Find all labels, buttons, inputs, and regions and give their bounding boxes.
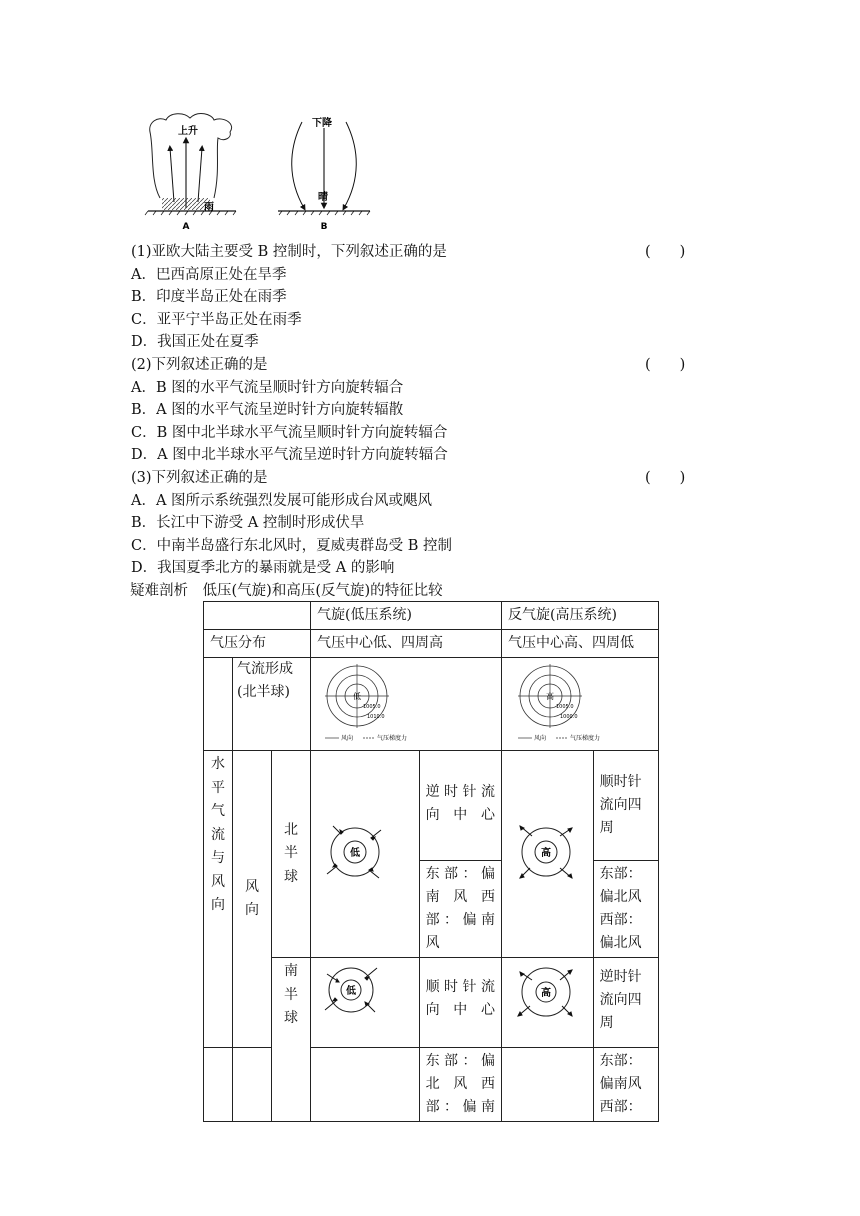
header-anticyclone: 反气旋(高压系统) [508, 607, 617, 623]
comparison-table [203, 601, 659, 1122]
legend-wind: 风向 [341, 735, 354, 742]
rise-label: 上升 [178, 126, 198, 137]
answer-blank: ( ) [645, 356, 686, 373]
pressure-label: 气压分布 [210, 635, 266, 651]
question-1 [131, 241, 711, 264]
svg-text:1005.0: 1005.0 [556, 704, 574, 710]
nh-cyclone-flow: 逆时针流向中心 [425, 784, 495, 823]
rain-label: 雨 [204, 202, 214, 213]
sh-cyclone-diagram [311, 958, 417, 1018]
legend-pgf: 气压梯度力 [377, 735, 408, 742]
nh-cyclone-wind: 东部：偏南风西部：偏南风 [425, 866, 495, 951]
low-label: 低 [350, 848, 360, 859]
question-stem: (2)下列叙述正确的是 [131, 356, 268, 373]
answer-blank: ( ) [645, 469, 686, 486]
sh-anticyclone-flow: 逆时针流向四周 [599, 969, 642, 1031]
option: B．A 图的水平气流呈逆时针方向旋转辐散 [131, 402, 404, 419]
horizontal-label: 水平气流与风向 [211, 756, 225, 913]
nh-anticyclone-wind: 东部：偏北风西部：偏北风 [599, 866, 642, 951]
figure-a-low-pressure [145, 114, 236, 232]
south-label: 南半球 [284, 963, 298, 1026]
option: B．印度半岛正处在雨季 [131, 289, 287, 306]
option: C．中南半岛盛行东北风时，夏威夷群岛受 B 控制 [131, 537, 452, 554]
nh-anticyclone-flow: 顺时针流向四周 [599, 774, 642, 836]
legend-pgf: 气压梯度力 [570, 735, 601, 742]
low-label: 低 [346, 986, 356, 997]
header-cyclone: 气旋(低压系统) [317, 607, 412, 623]
nh-anticyclone-diagram [502, 812, 590, 892]
option: D．我国正处在夏季 [131, 334, 259, 351]
anticyclone-isobar-diagram [502, 658, 658, 746]
sh-anticyclone-wind: 东部：偏南风西部： [599, 1053, 642, 1115]
airflow-label: 气流形成(北半球) [237, 661, 293, 700]
option: B．长江中下游受 A 控制时形成伏旱 [131, 515, 365, 532]
sh-cyclone-flow: 顺时针流向中心 [425, 979, 495, 1018]
svg-text:1000.0: 1000.0 [560, 714, 578, 720]
analysis-heading: 疑难剖析 低压(气旋)和高压(反气旋)的特征比较 [130, 582, 443, 599]
question-stem: (3)下列叙述正确的是 [131, 469, 268, 486]
pressure-cyclone: 气压中心低、四周高 [317, 635, 443, 651]
figure-b-high-pressure [278, 116, 370, 232]
option: C．B 图中北半球水平气流呈顺时针方向旋转辐合 [131, 424, 448, 441]
nh-cyclone-diagram [311, 812, 417, 892]
high-label: 高 [541, 848, 551, 859]
option: A．B 图的水平气流呈顺时针方向旋转辐合 [131, 379, 404, 396]
svg-text:1005.0: 1005.0 [363, 704, 381, 710]
north-label: 北半球 [284, 821, 298, 885]
pressure-anticyclone: 气压中心高、四周低 [508, 635, 634, 651]
option: A．A 图所示系统强烈发展可能形成台风或飓风 [131, 492, 433, 509]
figure-b-label: B [320, 222, 328, 232]
option: D．A 图中北半球水平气流呈逆时针方向旋转辐合 [131, 447, 448, 464]
figure-a-label: A [182, 222, 190, 232]
clear-label: 晴 [318, 192, 328, 203]
option: D．我国夏季北方的暴雨就是受 A 的影响 [131, 560, 395, 577]
high-label: 高 [541, 988, 551, 999]
question-3 [131, 467, 711, 490]
question-stem: (1)亚欧大陆主要受 B 控制时，下列叙述正确的是 [131, 244, 447, 260]
option: C．亚平宁半岛正处在雨季 [131, 311, 302, 328]
sh-cyclone-wind: 东部：偏北风西部：偏南 [425, 1053, 495, 1115]
wind-label: 风向 [245, 878, 259, 918]
option: A．巴西高原正处在旱季 [131, 266, 287, 283]
descend-label: 下降 [312, 118, 332, 129]
legend-wind: 风向 [534, 735, 547, 742]
question-2 [131, 354, 711, 377]
svg-text:1010.0: 1010.0 [367, 714, 385, 720]
questions [131, 241, 711, 603]
airflow-figure [140, 110, 380, 235]
answer-blank: ( ) [645, 244, 686, 260]
cyclone-isobar-diagram [311, 658, 501, 746]
sh-anticyclone-diagram [502, 958, 590, 1018]
high-center-label: 高 [546, 692, 554, 701]
low-center-label: 低 [353, 692, 361, 701]
